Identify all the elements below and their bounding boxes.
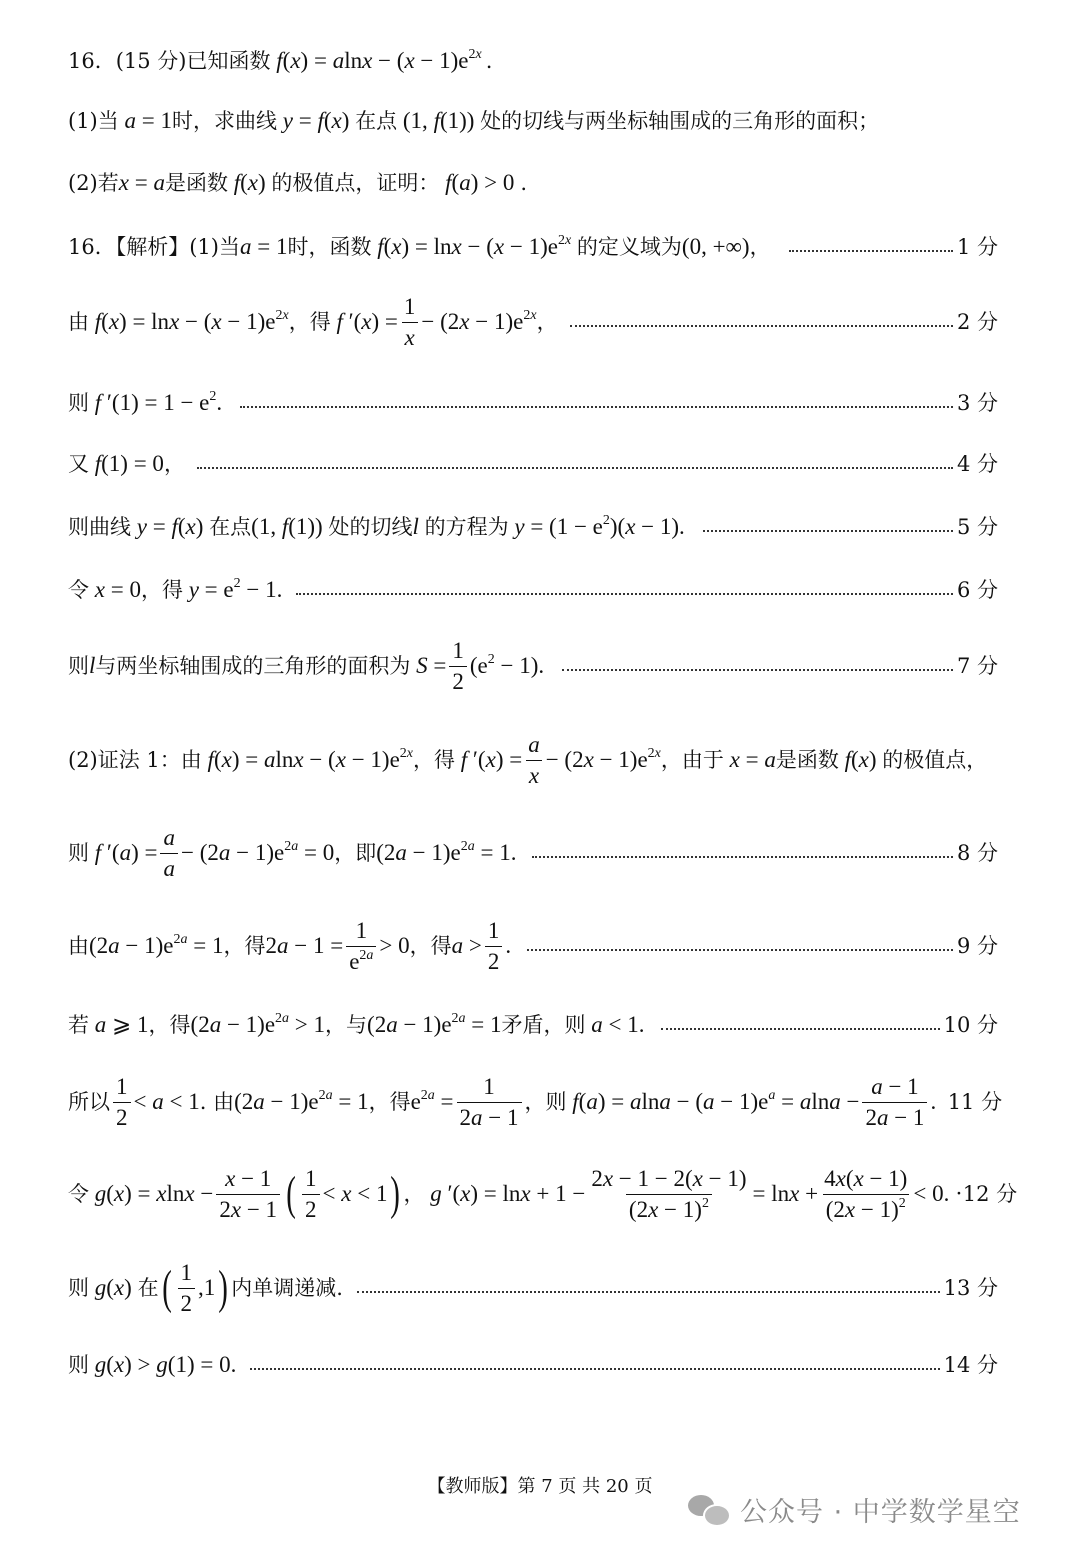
question-1: (1)当 a = 1 时，求曲线 y = f(x) 在点 (1, f(1)) 处的切线与两坐标轴围成的三角形的面积； [68, 108, 880, 133]
solution-line-11: 若 a ⩾ 1 ，得 $(2a - 1)e^{2a} > 1$ ，与 $(2a - 1)e^{2a} = 1$ 矛盾，则 a < 1. 10 分 [68, 1011, 998, 1037]
solution-line-9: 则 f ′(a) = $\frac{a}{a}$ − $(2a - 1)e^{2a} = 0$ ，即 $(2a - 1)e^{2a} = 1$. 8 分 [68, 823, 998, 883]
solution-line-13: 令 g(x) = xlnx − $\frac{x - 1}{2x - 1}$ ( $\frac{1}{2}$ < x < 1 ) ， g ′(x) = lnx + 1 − $\frac{2x - 1 - 2(x - 1)}{(2x - 1)^2}$ = lnx + $\frac{4x(x - 1)}{(2x - 1)^2}$ < 0. · 12 分 [68, 1164, 998, 1224]
solution-line-7: 则 l 与两坐标轴围成的三角形的面积为 S = $\frac{1}{2}$ $(e^2 - 1)$. 7 分 [68, 636, 998, 696]
page-footer: 【教师版】第 7 页 共 20 页 [427, 1476, 653, 1497]
solution-line-6: 令 x = 0 ，得 $y = e^2 - 1$. 6 分 [68, 576, 998, 602]
problem-stem: 16．(15 分) 已知函数 $f(x) = alnx - (x - 1)e^{2x}$ . [68, 47, 493, 73]
solution-line-12: 所以 $\frac{1}{2}$ < a < 1 . 由 $(2a - 1)e^{2a} = 1$ ，得 $e^{2a}$ = $\frac{1}{2a - 1}$ ，则 $f(a) = alna - (a - 1)e^a = alna$ − $\frac{a - 1}{2a - 1}$ . 11 分 [68, 1072, 998, 1132]
solution-line-1: 16．【解析】(1)当 a = 1 时，函数 $f(x) = \ln x - (x - 1)e^{2x}$ 的定义域为 (0, +∞) ， 1 分 [68, 232, 998, 262]
solution-line-5: 则曲线 y = f(x) 在点 (1, f(1)) 处的切线 l 的方程为 $y = (1 - e^2)(x - 1)$. 5 分 [68, 513, 998, 539]
solution-line-15: 则 g(x) > g(1) = 0. 14 分 [68, 1352, 998, 1377]
watermark [688, 1490, 1021, 1529]
question-2: (2)若 x = a 是函数 f(x) 的极值点，证明： f(a) > 0 . [68, 170, 528, 195]
score-label: 1 分 [956, 235, 998, 259]
wechat-icon [688, 1493, 730, 1527]
solution-line-10: 由 $(2a - 1)e^{2a} = 1$ ，得 2a − 1 = $\frac{1}{e^{2a}}$ > 0 ，得 a > $\frac{1}{2}$ . 9 分 [68, 916, 998, 976]
solution-line-2: 由 $f(x) = \ln x - (x - 1)e^{2x}$ ，得 f ′(x) = $\frac{1}{x}$ − $(2x - 1)e^{2x}$ ， 2 分 [68, 292, 998, 352]
solution-line-3: 则 f $'(1) = 1 - e^2$. 3 分 [68, 389, 998, 415]
solution-line-14: 则 g(x) 在 ( $\frac{1}{2}$ ,1 ) 内单调递减. 13 分 [68, 1258, 998, 1318]
watermark-text: 公众号 · 中学数学星空 [740, 1497, 1021, 1528]
solution-line-8: (2)证法 1：由 $f(x) = alnx - (x - 1)e^{2x}$ ，得 f ′(x) = $\frac{a}{x}$ − $(2x - 1)e^{2x}$ ，由于 x = a 是函数 f(x) 的极值点， [68, 730, 998, 790]
solution-line-4: 又 f(1) = 0 ， 4 分 [68, 451, 998, 476]
